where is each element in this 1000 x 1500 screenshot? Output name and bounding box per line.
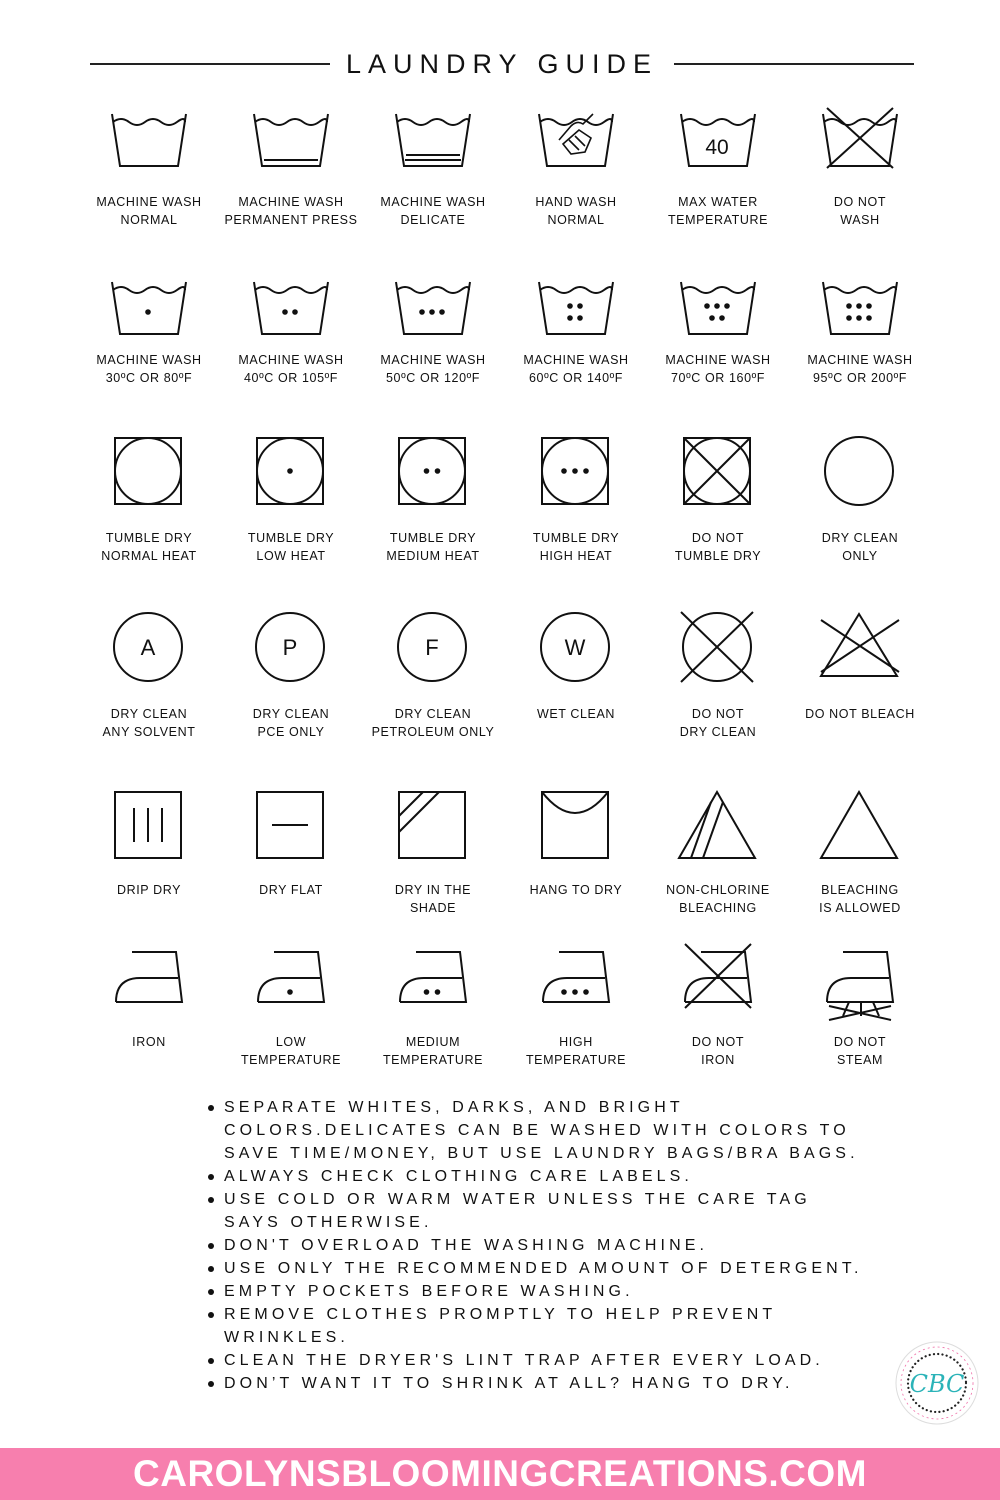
symbol-label-line1: MACHINE WASH (665, 353, 771, 367)
symbol-cell-tumble-dry-medium (362, 436, 504, 508)
svg-text:P: P (282, 635, 298, 660)
wet-clean-icon (537, 612, 615, 684)
symbol-label-line1: MACHINE WASH (807, 353, 913, 367)
symbol-label (505, 882, 647, 900)
machine-wash-2-dots-icon (252, 278, 330, 350)
symbol-label-line2: IS ALLOWED (819, 900, 901, 915)
symbol-label-line2: 95ºC OR 200ºF (812, 370, 908, 385)
footer-banner (0, 1448, 1000, 1500)
symbol-label (78, 530, 220, 565)
symbol-cell-tumble-dry-high (505, 436, 647, 508)
symbol-label-line2: DRY CLEAN (679, 724, 757, 739)
tip-item: USE COLD OR WARM WATER UNLESS THE CARE TAG SAYS OTHERWISE. (206, 1188, 866, 1234)
symbol-label (78, 1034, 220, 1052)
symbol-label-line2: WASH (840, 212, 880, 227)
symbol-label-line1: TUMBLE DRY (389, 531, 477, 545)
title-divider-left (90, 63, 330, 65)
symbol-label (362, 1034, 504, 1069)
non-chlorine-bleach-icon (679, 790, 757, 862)
symbol-label-line1: MACHINE WASH (96, 195, 202, 209)
symbol-cell-machine-wash-2-dots (220, 278, 362, 350)
symbol-label-line1: MACHINE WASH (380, 353, 486, 367)
tumble-dry-low-icon (252, 436, 330, 508)
symbol-label (220, 194, 362, 229)
dry-clean-any-solvent-icon (110, 612, 188, 684)
drip-dry-icon (110, 790, 188, 862)
symbol-label-line2: 60ºC OR 140ºF (528, 370, 624, 385)
symbol-label-line2: IRON (701, 1052, 735, 1067)
symbol-label-line2: BLEACHING (679, 900, 757, 915)
symbol-cell-tumble-dry-normal (78, 436, 220, 508)
tips-list (206, 1096, 866, 1395)
symbol-label (789, 530, 931, 565)
symbol-label (505, 530, 647, 565)
symbol-label-line1: MAX WATER (678, 195, 758, 209)
symbol-cell-machine-wash-1-dot (78, 278, 220, 350)
tip-item: USE ONLY THE RECOMMENDED AMOUNT OF DETERGENT. (206, 1257, 866, 1280)
symbol-cell-dry-clean-any-solvent (78, 612, 220, 684)
symbol-label-line1: DO NOT BLEACH (805, 707, 915, 721)
symbol-label-line2: STEAM (836, 1052, 884, 1067)
symbol-cell-machine-wash-5-dots (647, 278, 789, 350)
symbol-cell-do-not-bleach (789, 612, 931, 684)
symbol-cell-dry-clean-only (789, 436, 931, 508)
symbol-label-line1: DRY IN THE (394, 883, 472, 897)
symbol-label (78, 706, 220, 741)
do-not-dry-clean-icon (679, 612, 757, 684)
symbol-label (647, 530, 789, 565)
symbol-cell-machine-wash-normal (78, 110, 220, 182)
symbol-label (78, 352, 220, 387)
symbol-label-line2: LOW HEAT (256, 548, 326, 563)
svg-text:F: F (425, 635, 439, 660)
symbol-label (789, 352, 931, 387)
symbol-label-line2: TEMPERATURE (525, 1052, 627, 1067)
symbol-label-line1: DO NOT (691, 531, 745, 545)
symbol-cell-wet-clean (505, 612, 647, 684)
symbol-label-line2: NORMAL (547, 212, 605, 227)
symbol-label (647, 352, 789, 387)
symbol-label-line2: NORMAL HEAT (101, 548, 197, 563)
symbol-label-line1: NON-CHLORINE (666, 883, 770, 897)
svg-text:A: A (140, 635, 156, 660)
symbol-label (505, 1034, 647, 1069)
symbol-label (78, 194, 220, 229)
symbol-label-line1: TUMBLE DRY (247, 531, 335, 545)
symbol-label (78, 882, 220, 900)
iron-icon (110, 944, 188, 1016)
symbol-cell-iron-low (220, 944, 362, 1016)
symbol-label-line1: HANG TO DRY (529, 883, 623, 897)
symbol-label-line2: TEMPERATURE (382, 1052, 484, 1067)
symbol-label-line2: ANY SOLVENT (102, 724, 196, 739)
symbol-cell-do-not-steam (789, 944, 931, 1016)
do-not-wash-icon (821, 110, 899, 182)
symbol-label-line2: PERMANENT PRESS (224, 212, 358, 227)
symbol-label-line1: HAND WASH (535, 195, 617, 209)
machine-wash-3-dots-icon (394, 278, 472, 350)
tumble-dry-normal-icon (110, 436, 188, 508)
symbol-label (789, 194, 931, 229)
symbol-cell-drip-dry (78, 790, 220, 862)
dry-flat-icon (252, 790, 330, 862)
hand-wash-icon (537, 110, 615, 182)
iron-medium-icon (394, 944, 472, 1016)
bleach-allowed-icon (821, 790, 899, 862)
do-not-iron-icon (679, 944, 757, 1016)
symbol-label-line1: DRY FLAT (259, 883, 323, 897)
symbol-label (647, 706, 789, 741)
symbol-label-line2: 50ºC OR 120ºF (385, 370, 481, 385)
symbol-label-line2: 70ºC OR 160ºF (670, 370, 766, 385)
symbol-label-line1: LOW (275, 1035, 307, 1049)
title-row (90, 44, 914, 84)
symbol-label (220, 352, 362, 387)
iron-low-icon (252, 944, 330, 1016)
symbol-label (362, 530, 504, 565)
symbol-label (220, 1034, 362, 1069)
symbol-cell-hand-wash (505, 110, 647, 182)
symbol-label (362, 194, 504, 229)
symbol-label (220, 706, 362, 741)
symbol-cell-do-not-tumble-dry (647, 436, 789, 508)
dry-clean-only-icon (821, 436, 899, 508)
symbol-cell-iron-high (505, 944, 647, 1016)
tip-item: EMPTY POCKETS BEFORE WASHING. (206, 1280, 866, 1303)
tip-item: ALWAYS CHECK CLOTHING CARE LABELS. (206, 1165, 866, 1188)
symbol-label-line2: ONLY (842, 548, 878, 563)
symbol-label-line2: TUMBLE DRY (674, 548, 762, 563)
symbol-cell-do-not-wash (789, 110, 931, 182)
symbol-cell-do-not-iron (647, 944, 789, 1016)
symbol-label (362, 706, 504, 741)
symbol-label-line1: MACHINE WASH (96, 353, 202, 367)
symbol-cell-dry-flat (220, 790, 362, 862)
symbol-label-line1: DRIP DRY (116, 883, 182, 897)
symbol-cell-iron-medium (362, 944, 504, 1016)
title-divider-right (674, 63, 914, 65)
symbol-label (220, 882, 362, 900)
symbol-cell-machine-wash-delicate (362, 110, 504, 182)
symbol-label-line2: NORMAL (120, 212, 178, 227)
symbol-cell-machine-wash-permanent-press (220, 110, 362, 182)
symbol-label (789, 706, 931, 724)
symbol-label (505, 706, 647, 724)
symbol-label-line2: DELICATE (400, 212, 466, 227)
symbol-label-line2: MEDIUM HEAT (386, 548, 480, 563)
symbol-label (505, 194, 647, 229)
symbol-cell-non-chlorine-bleach (647, 790, 789, 862)
symbol-label-line1: MACHINE WASH (238, 353, 344, 367)
do-not-steam-icon (821, 944, 899, 1016)
symbol-label-line1: DO NOT (833, 195, 887, 209)
tumble-dry-medium-icon (394, 436, 472, 508)
symbol-label-line1: DO NOT (691, 707, 745, 721)
machine-wash-4-dots-icon (537, 278, 615, 350)
machine-wash-delicate-icon (394, 110, 472, 182)
symbol-label-line2: 30ºC OR 80ºF (105, 370, 193, 385)
symbol-cell-iron (78, 944, 220, 1016)
symbol-label-line1: IRON (132, 1035, 166, 1049)
symbol-label-line1: DRY CLEAN (821, 531, 899, 545)
symbol-cell-machine-wash-3-dots (362, 278, 504, 350)
symbol-label-line2: HIGH HEAT (539, 548, 613, 563)
symbol-label-line2: SHADE (409, 900, 457, 915)
symbol-cell-bleach-allowed (789, 790, 931, 862)
symbol-label (362, 882, 504, 917)
do-not-tumble-dry-icon (679, 436, 757, 508)
max-water-temperature-icon (679, 110, 757, 182)
logo-text: CBC (909, 1370, 965, 1398)
symbol-label (789, 1034, 931, 1069)
symbol-label-line1: MEDIUM (405, 1035, 461, 1049)
symbol-label (220, 530, 362, 565)
symbol-label-line1: DRY CLEAN (394, 707, 472, 721)
symbol-label-line1: MACHINE WASH (523, 353, 629, 367)
cbc-logo-icon (894, 1340, 980, 1426)
symbol-cell-dry-clean-petroleum (362, 612, 504, 684)
symbol-cell-tumble-dry-low (220, 436, 362, 508)
machine-wash-1-dot-icon (110, 278, 188, 350)
symbol-label-line2: PETROLEUM ONLY (371, 724, 495, 739)
symbol-cell-dry-clean-pce (220, 612, 362, 684)
symbol-label-line1: DRY CLEAN (110, 707, 188, 721)
machine-wash-6-dots-icon (821, 278, 899, 350)
tip-item: DON'T OVERLOAD THE WASHING MACHINE. (206, 1234, 866, 1257)
dry-in-shade-icon (394, 790, 472, 862)
tip-item: DON’T WANT IT TO SHRINK AT ALL? HANG TO DRY. (206, 1372, 866, 1395)
tumble-dry-high-icon (537, 436, 615, 508)
svg-text:W: W (564, 635, 586, 660)
dry-clean-petroleum-icon (394, 612, 472, 684)
machine-wash-permanent-press-icon (252, 110, 330, 182)
iron-high-icon (537, 944, 615, 1016)
symbol-label (647, 882, 789, 917)
symbol-label (647, 194, 789, 229)
symbol-label-line1: TUMBLE DRY (532, 531, 620, 545)
tip-item: SEPARATE WHITES, DARKS, AND BRIGHT COLORS.DELICATES CAN BE WASHED WITH COLORS TO SAVE TIME/MONEY, BUT USE LAUNDRY BAGS/BRA BAGS. (206, 1096, 866, 1165)
symbol-label-line1: DO NOT (833, 1035, 887, 1049)
symbol-label (505, 352, 647, 387)
symbol-cell-hang-to-dry (505, 790, 647, 862)
symbol-label-line1: DRY CLEAN (252, 707, 330, 721)
symbol-label-line1: HIGH (559, 1035, 593, 1049)
symbol-cell-max-water-temperature (647, 110, 789, 182)
hang-to-dry-icon (537, 790, 615, 862)
symbol-label (789, 882, 931, 917)
machine-wash-5-dots-icon (679, 278, 757, 350)
footer-website-text: CAROLYNSBLOOMINGCREATIONS.COM (133, 1453, 867, 1494)
symbol-cell-machine-wash-4-dots (505, 278, 647, 350)
page-title: LAUNDRY GUIDE (345, 49, 659, 79)
symbol-label-line1: MACHINE WASH (238, 195, 344, 209)
symbol-label-line1: WET CLEAN (536, 707, 616, 721)
symbol-cell-do-not-dry-clean (647, 612, 789, 684)
dry-clean-pce-icon (252, 612, 330, 684)
symbol-cell-dry-in-shade (362, 790, 504, 862)
symbol-label (362, 352, 504, 387)
symbol-label-line2: TEMPERATURE (667, 212, 769, 227)
machine-wash-normal-icon (110, 110, 188, 182)
tip-item: REMOVE CLOTHES PROMPTLY TO HELP PREVENT WRINKLES. (206, 1303, 866, 1349)
symbol-label-line1: MACHINE WASH (380, 195, 486, 209)
symbol-label-line1: BLEACHING (821, 883, 899, 897)
symbol-label-line1: DO NOT (691, 1035, 745, 1049)
symbol-cell-machine-wash-6-dots (789, 278, 931, 350)
symbol-label-line2: PCE ONLY (257, 724, 325, 739)
tip-item: CLEAN THE DRYER'S LINT TRAP AFTER EVERY LOAD. (206, 1349, 866, 1372)
svg-text:40: 40 (705, 136, 729, 159)
do-not-bleach-icon (821, 612, 899, 684)
symbol-label-line2: TEMPERATURE (240, 1052, 342, 1067)
symbol-label (647, 1034, 789, 1069)
symbol-label-line1: TUMBLE DRY (105, 531, 193, 545)
symbol-label-line2: 40ºC OR 105ºF (243, 370, 339, 385)
